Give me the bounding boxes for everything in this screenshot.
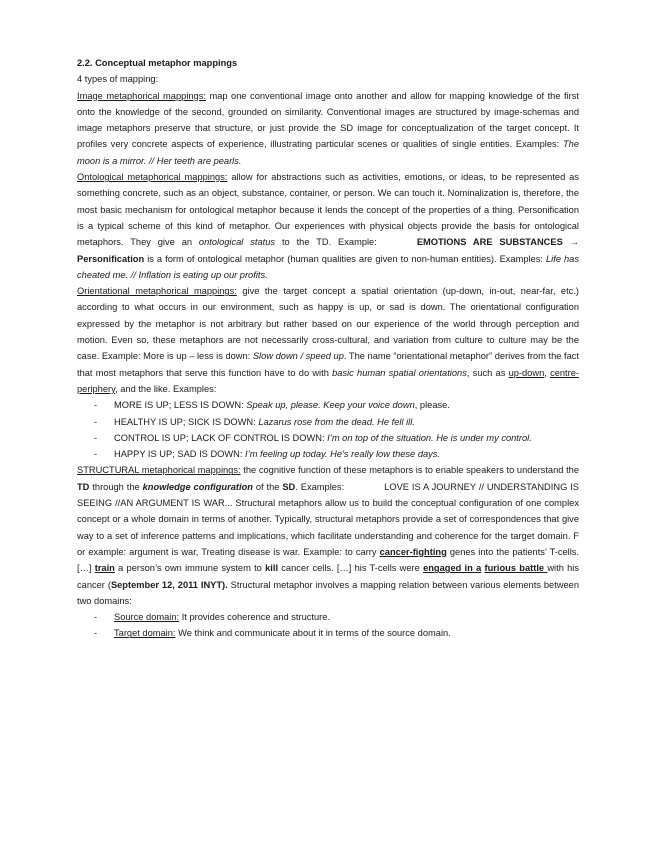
dash-bullet: - <box>94 628 98 639</box>
orientational-comma: , <box>544 367 551 378</box>
list-item-example: Lazarus rose from the dead. He fell ill. <box>258 416 415 427</box>
engaged-term: engaged in a <box>423 563 482 574</box>
list-item <box>77 414 579 430</box>
ontological-status: ontological status <box>198 237 276 248</box>
emotions-metaphor: EMOTIONS ARE SUBSTANCES <box>416 237 563 248</box>
structural-text-5: Structural metaphors allow us to build the conceptual configuration of one complex concept or a whole domain in terms of another. Typically, structural metaphors provide a set of correspondences that give way to a set of inference patterns and implications, which facilitate understanding and coherence for the target domain. F or example: argument is war, Treating disease is war. Example: to carry <box>77 498 579 557</box>
list-item-label: HEALTHY IS UP; SICK IS DOWN: <box>114 416 259 427</box>
list-item-example: I’m feeling up today. He’s really low these days. <box>245 449 441 460</box>
basic-orientations: basic human spatial orientations <box>332 367 467 378</box>
sd-term: SD <box>282 481 296 492</box>
dash-bullet: - <box>94 612 98 623</box>
orientational-text-3: , such as <box>466 367 509 378</box>
list-item-label: HAPPY IS UP; SAD IS DOWN: <box>114 449 246 460</box>
structural-text-7: a person’s own immune system to <box>114 563 266 574</box>
image-mappings-text: map one conventional image onto another and allow for mapping knowledge of the first onto the knowledge of the second, grounded on similarity. Conventional images are structured by image-schemas and image metaphors preserve that structure, or just provide the SD image for conceptualization of the target concept. It profiles very concrete aspects of experience, illustrating particular scenes or qualities of single entities. Examples: <box>77 90 580 150</box>
source-domain-label: Source domain: <box>114 612 180 623</box>
dash-bullet: - <box>94 449 98 460</box>
dash-bullet: - <box>94 416 98 427</box>
centre-periphery-term: centre-periphery <box>77 367 579 394</box>
orientational-text-1: give the target concept a spatial orientation (up-down, in-out, near-far, etc.) according to what occurs in our environment, such as happy is up, or sad is down. The orientational configuration expressed by the metaphor is not arbitrary but rather based on our experience of the world through perception and motion. Even so, these metaphors are not necessarily cross-cultural, and variation from culture to culture may be the case. Example: More is up – less is down: <box>77 286 580 362</box>
furious-battle-term: furious battle <box>484 563 548 574</box>
citation: September 12, 2011 INYT). <box>110 579 228 590</box>
orientational-mappings-paragraph <box>77 283 579 397</box>
structural-text-6: genes into the patients’ T-cells. […] <box>77 546 580 574</box>
section-heading: 2.2. Conceptual metaphor mappings <box>77 58 238 68</box>
structural-text-10: Structural metaphor involves a mapping relation between various elements between two domains: <box>77 579 579 606</box>
target-domain-text: We think and communicate about it in terms of the source domain. <box>175 628 451 639</box>
source-domain-text: It provides coherence and structure. <box>179 612 331 623</box>
ontological-examples: Life has cheated me. // Inflation is eating up our profits. <box>77 253 579 280</box>
structural-text-9: with his cancer ( <box>77 563 579 590</box>
structural-text-4: . Examples: <box>295 481 345 492</box>
dash-bullet: - <box>94 432 98 443</box>
list-item-label: CONTROL IS UP; LACK OF CONTROL IS DOWN: <box>114 432 328 443</box>
structural-text-8: cancer cells. […] his T-cells were <box>278 563 424 574</box>
structural-examples: LOVE IS A JOURNEY // UNDERSTANDING IS SEEING //AN ARGUMENT IS WAR... <box>77 481 579 509</box>
arrow: → <box>562 237 579 248</box>
image-mappings-examples: The moon is a mirror. // Her teeth are pearls. <box>77 139 579 166</box>
domains-list <box>77 609 579 642</box>
ontological-mappings-label: Ontological metaphorical mappings: <box>77 172 228 183</box>
orientational-text-4: , and the like. Examples: <box>115 383 217 394</box>
list-item-example: Speak up, please. Keep your voice down <box>246 400 415 411</box>
list-item-label: MORE IS UP; LESS IS DOWN: <box>114 400 247 411</box>
document-page <box>77 55 579 642</box>
personification-term: Personification <box>77 253 145 264</box>
ontological-text-1: allow for abstractions such as activities, emotions, or ideas, to be represented as something concrete, such as an object, substance, container, or person. We can touch it. Nominalization is, therefore, the most basic mechanism for ontological metaphor because it lends the concept of the properties of a thing. Personification is a typical scheme of this kind of metaphor. Our experiences with physical objects provide the basis for ontological metaphors. They give an <box>77 172 579 248</box>
td-term: TD <box>77 481 90 492</box>
up-down-term: up-down <box>508 367 545 378</box>
orientational-mappings-label: Orientational metaphorical mappings: <box>77 286 237 297</box>
list-item-example: I’m on top of the situation. He is under my control. <box>327 432 532 443</box>
structural-text-3: of the <box>252 481 283 492</box>
dash-bullet: - <box>94 400 98 411</box>
ontological-mappings-paragraph <box>77 169 579 283</box>
structural-mappings-paragraph <box>77 462 579 609</box>
section-intro: 4 types of mapping: <box>77 74 159 85</box>
orientational-text-2: . The name “orientational metaphor” derives from the fact that most metaphors that serve this function have to do with <box>77 351 580 378</box>
list-item <box>77 397 579 413</box>
train-term: train <box>94 563 115 574</box>
orientational-example-1: Slow down / speed up <box>252 351 344 362</box>
structural-text-1: the cognitive function of these metaphors is to enable speakers to understand the <box>240 465 579 476</box>
image-mappings-label: Image metaphorical mappings: <box>77 90 206 101</box>
ontological-text-2: to the TD. Example: <box>275 237 377 248</box>
orientational-examples-list <box>77 397 579 462</box>
list-item <box>77 446 579 462</box>
image-mappings-paragraph <box>77 88 579 169</box>
list-item <box>77 625 579 641</box>
ontological-text-3: is a form of ontological metaphor (human qualities are given to non-human entities). Examples: <box>144 253 546 264</box>
structural-mappings-label: STRUCTURAL metaphorical mappings: <box>77 465 241 476</box>
list-item <box>77 609 579 625</box>
cancer-fighting-term: cancer-fighting <box>379 546 447 557</box>
structural-text-2: through the <box>89 481 143 492</box>
list-item-tail: , please. <box>414 400 450 411</box>
knowledge-configuration: knowledge configuration <box>142 481 253 492</box>
list-item <box>77 430 579 446</box>
target-domain-label: Target domain: <box>114 628 176 639</box>
kill-term: kill <box>265 563 279 574</box>
